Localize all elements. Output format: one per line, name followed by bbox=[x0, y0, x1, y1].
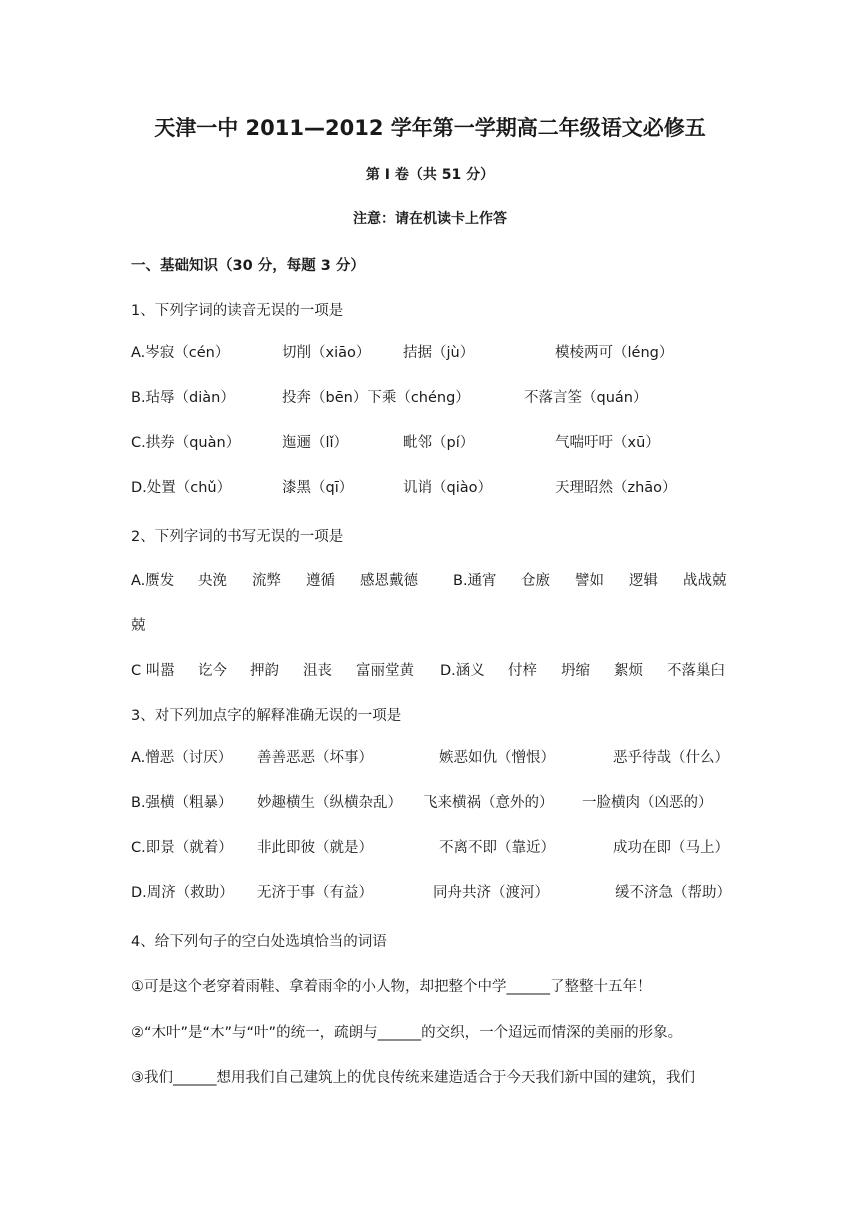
option-term: A.岑寂（cén） bbox=[131, 345, 230, 361]
q2-options-c-d bbox=[131, 659, 741, 681]
q1-option-d bbox=[131, 476, 741, 498]
option-term: 讥诮（qiào） bbox=[403, 480, 492, 496]
option-term: 仓廒 bbox=[521, 573, 550, 589]
answer-notice: 注意：请在机读卡上作答 bbox=[353, 211, 507, 227]
q3-option-d bbox=[131, 881, 741, 903]
option-term: 付梓 bbox=[508, 663, 537, 679]
option-term: 富丽堂黄 bbox=[356, 663, 414, 679]
option-term: 迤逦（lǐ） bbox=[282, 435, 349, 451]
option-term: D.涵义 bbox=[440, 663, 485, 679]
option-term: 投奔（bēn）下乘（chéng） bbox=[282, 390, 470, 406]
q1-option-c bbox=[131, 431, 741, 453]
option-term: B.玷辱（diàn） bbox=[131, 390, 235, 406]
option-term: 天理昭然（zhāo） bbox=[555, 480, 677, 496]
question-stem-4: 4、给下列句子的空白处选填恰当的词语 bbox=[131, 934, 387, 950]
question-stem-1: 1、下列字词的读音无误的一项是 bbox=[131, 303, 344, 319]
option-term: B.通宵 bbox=[453, 573, 497, 589]
option-term: C 叫嚣 bbox=[131, 663, 175, 679]
fill-sentence-1: ①可是这个老穿着雨鞋、拿着雨伞的小人物，却把整个中学______了整整十五年！ bbox=[131, 979, 652, 995]
q1-option-a bbox=[131, 341, 741, 363]
option-term: 非此即彼（就是） bbox=[257, 840, 373, 856]
option-term: 不落言筌（quán） bbox=[524, 390, 648, 406]
q3-option-a bbox=[131, 746, 741, 768]
option-term: 押韵 bbox=[250, 663, 279, 679]
option-term: 絮烦 bbox=[614, 663, 643, 679]
q2-options-a-b bbox=[131, 569, 741, 591]
question-stem-2: 2、下列字词的书写无误的一项是 bbox=[131, 529, 344, 545]
option-term: 缓不济急（帮助） bbox=[615, 885, 731, 901]
option-term: C.拱券（quàn） bbox=[131, 435, 241, 451]
option-term: 成功在即（马上） bbox=[613, 840, 729, 856]
option-term: A.赝发 bbox=[131, 573, 175, 589]
option-term: D.周济（救助） bbox=[131, 885, 234, 901]
option-term: B.强横（粗暴） bbox=[131, 795, 233, 811]
option-term: C.即景（就着） bbox=[131, 840, 233, 856]
option-term: 一脸横肉（凶恶的） bbox=[582, 795, 713, 811]
fill-sentence-3: ③我们______想用我们自己建筑上的优良传统来建造适合于今天我们新中国的建筑，我们 bbox=[131, 1070, 695, 1086]
question-stem-3: 3、对下列加点字的解释准确无误的一项是 bbox=[131, 708, 402, 724]
section-heading: 一、基础知识（30 分，每题 3 分） bbox=[131, 258, 365, 274]
option-term: 逻辑 bbox=[629, 573, 658, 589]
q3-option-c bbox=[131, 836, 741, 858]
option-term: 嫉恶如仇（憎恨） bbox=[439, 750, 555, 766]
option-term: D.处置（chǔ） bbox=[131, 480, 232, 496]
option-term: 遵循 bbox=[306, 573, 335, 589]
q3-option-b bbox=[131, 791, 741, 813]
option-term: 善善恶恶（坏事） bbox=[257, 750, 373, 766]
option-term: 妙趣横生（纵横杂乱） bbox=[257, 795, 402, 811]
option-term: 无济于事（有益） bbox=[257, 885, 373, 901]
option-term: 譬如 bbox=[575, 573, 604, 589]
option-term: 切削（xiāo） bbox=[282, 345, 371, 361]
option-term: 战战兢 bbox=[683, 573, 727, 589]
option-term: 模棱两可（léng） bbox=[555, 345, 674, 361]
page-title: 天津一中 2011—2012 学年第一学期高二年级语文必修五 bbox=[154, 116, 706, 140]
option-term: 气喘吁吁（xū） bbox=[555, 435, 660, 451]
option-term: 漆黑（qī） bbox=[282, 480, 354, 496]
q1-option-b bbox=[131, 386, 741, 408]
option-term: 讫今 bbox=[198, 663, 227, 679]
option-term: 恶乎待哉（什么） bbox=[613, 750, 729, 766]
option-term: 同舟共济（渡河） bbox=[433, 885, 549, 901]
option-term: 央浼 bbox=[198, 573, 227, 589]
fill-sentence-2: ②“木叶”是“木”与“叶”的统一，疏朗与______的交织，一个迢远而情深的美丽的形象。 bbox=[131, 1025, 683, 1041]
option-term: 拮据（jù） bbox=[403, 345, 475, 361]
option-term: 不离不即（靠近） bbox=[439, 840, 555, 856]
option-term: 飞来横祸（意外的） bbox=[423, 795, 554, 811]
option-term: 不落巢臼 bbox=[667, 663, 725, 679]
option-term: 毗邻（pí） bbox=[403, 435, 475, 451]
option-term: 感恩戴德 bbox=[360, 573, 418, 589]
option-term: 沮丧 bbox=[303, 663, 332, 679]
q2-wrap-text: 兢 bbox=[131, 618, 146, 634]
paper-part-label: 第 I 卷（共 51 分） bbox=[365, 167, 495, 183]
option-term: 坍缩 bbox=[561, 663, 590, 679]
option-term: A.憎恶（讨厌） bbox=[131, 750, 233, 766]
option-term: 流弊 bbox=[252, 573, 281, 589]
